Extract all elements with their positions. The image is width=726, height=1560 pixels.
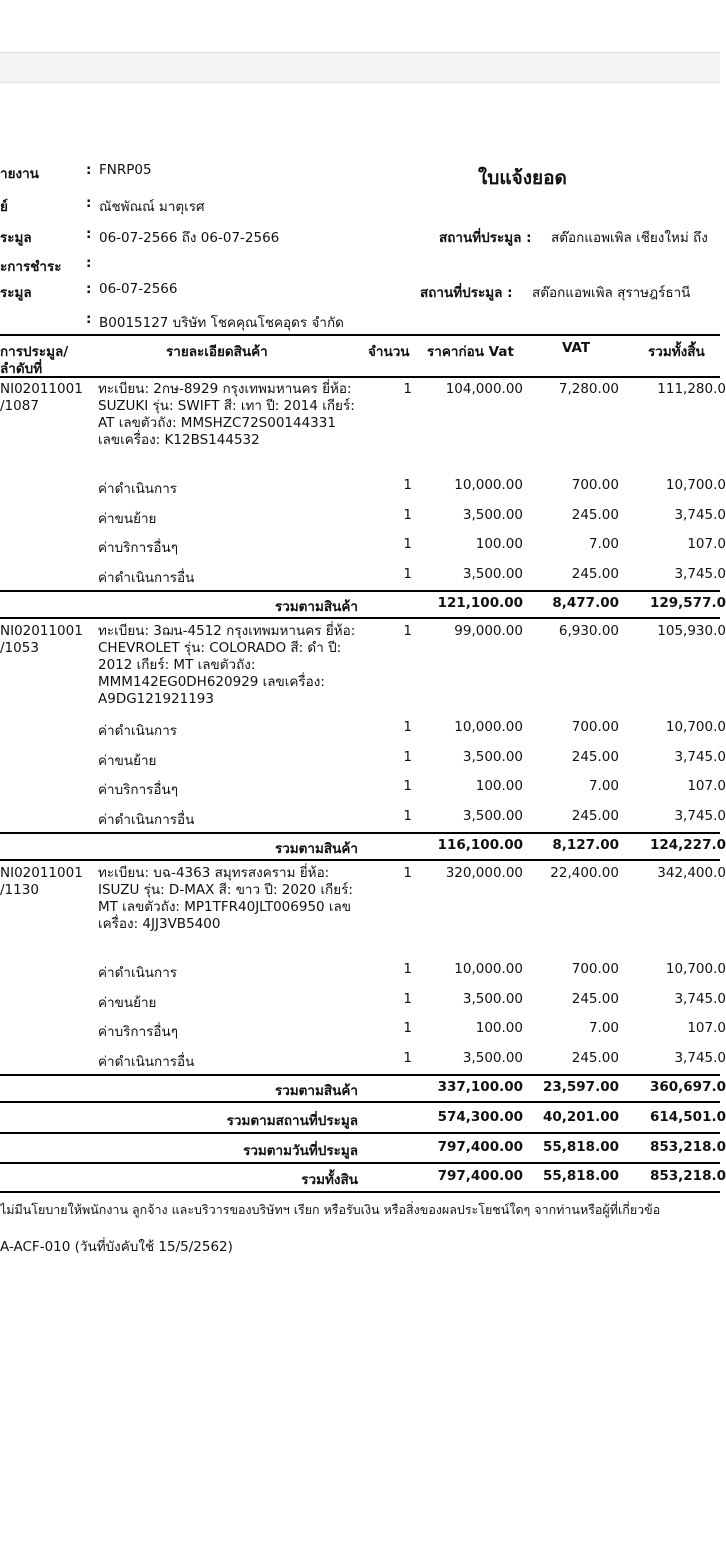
fee-description: ค่าบริการอื่นๆ bbox=[98, 540, 179, 556]
fee-total: 10,700.0 bbox=[665, 719, 726, 735]
page-title: ใบแจ้งยอด bbox=[478, 167, 567, 189]
fee-total: 3,745.0 bbox=[674, 807, 726, 824]
fee-total: 10,700.0 bbox=[665, 477, 726, 493]
vehicle-qty: 1 bbox=[403, 381, 412, 397]
fee-qty: 1 bbox=[403, 1020, 412, 1036]
fee-total: 10,700.0 bbox=[665, 961, 726, 977]
fee-pre-vat: 10,000.00 bbox=[454, 719, 523, 735]
form-code: A-ACF-010 (วันที่บังคับใช้ 15/5/2562) bbox=[0, 1239, 233, 1255]
fee-qty: 1 bbox=[403, 477, 412, 493]
column-header-details: รายละเอียดสินค้า bbox=[166, 344, 268, 360]
fee-total: 3,745.0 bbox=[674, 506, 726, 523]
field-value: ณัชพัณณ์ มาตุเรศ bbox=[99, 199, 205, 215]
subtotal-rule bbox=[0, 832, 720, 834]
fee-vat: 700.00 bbox=[571, 477, 619, 493]
fee-qty: 1 bbox=[403, 807, 412, 824]
total-rule bbox=[0, 1162, 720, 1164]
fee-total: 3,745.0 bbox=[674, 990, 726, 1007]
fee-qty: 1 bbox=[403, 565, 412, 582]
vehicle-total: 342,400.0 bbox=[657, 865, 726, 881]
fee-pre-vat: 3,500.00 bbox=[462, 1049, 523, 1066]
auction-code: NI02011001 bbox=[0, 381, 83, 397]
fee-pre-vat: 100.00 bbox=[475, 778, 523, 794]
fee-pre-vat: 3,500.00 bbox=[462, 506, 523, 523]
subtotal-label: รวมตามสินค้า bbox=[274, 599, 358, 615]
fee-qty: 1 bbox=[403, 719, 412, 735]
fee-vat: 245.00 bbox=[571, 565, 619, 582]
auction-sequence: /1087 bbox=[0, 398, 39, 414]
fee-pre-vat: 100.00 bbox=[475, 536, 523, 552]
field-colon: : bbox=[86, 255, 92, 271]
field-colon: : bbox=[86, 311, 92, 327]
fee-description: ค่าดำเนินการอื่น bbox=[98, 1053, 195, 1070]
fee-pre-vat: 3,500.00 bbox=[462, 748, 523, 765]
column-header-auction: ลำดับที่ bbox=[0, 361, 43, 377]
fee-vat: 7.00 bbox=[588, 1020, 619, 1036]
fee-pre-vat: 3,500.00 bbox=[462, 807, 523, 824]
grand-total-pre-vat: 797,400.00 bbox=[437, 1139, 523, 1155]
grand-total-vat: 55,818.00 bbox=[542, 1168, 619, 1184]
vehicle-pre-vat: 320,000.00 bbox=[445, 865, 523, 881]
table-header-rule bbox=[0, 376, 720, 378]
fee-pre-vat: 100.00 bbox=[475, 1020, 523, 1036]
column-header-pre-vat: ราคาก่อน Vat bbox=[427, 344, 514, 360]
fee-vat: 245.00 bbox=[571, 506, 619, 523]
grand-total-pre-vat: 574,300.00 bbox=[437, 1109, 523, 1125]
grand-total-pre-vat: 797,400.00 bbox=[437, 1168, 523, 1184]
fee-description: ค่าดำเนินการ bbox=[98, 481, 178, 497]
auction-code: NI02011001 bbox=[0, 865, 83, 881]
grand-total-label: รวมทั้งสิน bbox=[301, 1172, 358, 1188]
fee-qty: 1 bbox=[403, 961, 412, 977]
fee-description: ค่าดำเนินการ bbox=[98, 965, 178, 981]
subtotal-vat: 8,477.00 bbox=[552, 595, 619, 611]
fee-description: ค่าบริการอื่นๆ bbox=[98, 1024, 179, 1040]
group-end-rule bbox=[0, 859, 720, 861]
vehicle-description: ทะเบียน: 3ฌน-4512 กรุงเทพมหานคร ยี่ห้อ: CHEVROLET รุ่น: COLORADO สี: ดำ ปี: 2012 เกียร์: MT เลขตัวถัง: MMM142EG0DH620929 เลขเครื่อง: A9DG121921193 bbox=[98, 623, 356, 707]
fee-qty: 1 bbox=[403, 1049, 412, 1066]
fee-pre-vat: 10,000.00 bbox=[454, 477, 523, 493]
vehicle-description: ทะเบียน: บฉ-4363 สมุทรสงคราม ยี่ห้อ: ISUZU รุ่น: D-MAX สี: ขาว ปี: 2020 เกียร์: MT เลขตัวถัง: MP1TFR40JLT006950 เลขเครื่อง: 4JJ3VB5400 bbox=[98, 865, 353, 932]
fee-pre-vat: 3,500.00 bbox=[462, 990, 523, 1007]
subtotal-total: 124,227.0 bbox=[649, 837, 726, 853]
location-label: สถานที่ประมูล : bbox=[439, 230, 532, 246]
fee-total: 107.0 bbox=[687, 1020, 726, 1036]
fee-qty: 1 bbox=[403, 536, 412, 552]
fee-total: 107.0 bbox=[687, 778, 726, 794]
vehicle-pre-vat: 104,000.00 bbox=[445, 381, 523, 397]
grand-total-label: รวมตามวันที่ประมูล bbox=[243, 1143, 358, 1159]
location-value: สต๊อกแอพเพิล สุราษฎร์ธานี bbox=[532, 285, 691, 301]
subtotal-vat: 8,127.00 bbox=[552, 837, 619, 853]
fee-total: 3,745.0 bbox=[674, 1049, 726, 1066]
column-header-qty: จำนวน bbox=[368, 344, 410, 360]
vehicle-vat: 6,930.00 bbox=[558, 623, 619, 639]
fee-pre-vat: 3,500.00 bbox=[462, 565, 523, 582]
fee-description: ค่าขนย้าย bbox=[98, 510, 157, 527]
subtotal-label: รวมตามสินค้า bbox=[274, 1083, 358, 1099]
field-label: ายงาน bbox=[0, 166, 39, 182]
field-value: 06-07-2566 bbox=[99, 281, 178, 297]
group-end-rule bbox=[0, 1101, 720, 1103]
grand-total-total: 614,501.0 bbox=[649, 1109, 726, 1125]
grand-total-total: 853,218.0 bbox=[649, 1139, 726, 1155]
vehicle-qty: 1 bbox=[403, 623, 412, 639]
field-label: ระมูล bbox=[0, 285, 32, 301]
column-header-vat: VAT bbox=[562, 340, 591, 356]
fee-total: 3,745.0 bbox=[674, 565, 726, 582]
fee-vat: 700.00 bbox=[571, 961, 619, 977]
toolbar-strip bbox=[0, 53, 720, 83]
fee-description: ค่าบริการอื่นๆ bbox=[98, 782, 179, 798]
fee-vat: 7.00 bbox=[588, 536, 619, 552]
fee-description: ค่าดำเนินการอื่น bbox=[98, 569, 195, 586]
vehicle-vat: 22,400.00 bbox=[550, 865, 619, 881]
subtotal-total: 360,697.0 bbox=[649, 1079, 726, 1095]
subtotal-rule bbox=[0, 1074, 720, 1076]
browser-top-bar bbox=[0, 0, 720, 53]
fee-qty: 1 bbox=[403, 748, 412, 765]
auction-code: NI02011001 bbox=[0, 623, 83, 639]
subtotal-total: 129,577.0 bbox=[649, 595, 726, 611]
grand-total-total: 853,218.0 bbox=[649, 1168, 726, 1184]
subtotal-pre-vat: 337,100.00 bbox=[437, 1079, 523, 1095]
vehicle-total: 111,280.0 bbox=[657, 381, 726, 397]
field-label: ย์ bbox=[0, 199, 8, 215]
vehicle-pre-vat: 99,000.00 bbox=[454, 623, 523, 639]
vehicle-vat: 7,280.00 bbox=[558, 381, 619, 397]
location-value: สต๊อกแอพเพิล เชียงใหม่ ถึง bbox=[551, 230, 708, 246]
fee-description: ค่าดำเนินการอื่น bbox=[98, 811, 195, 828]
fee-vat: 7.00 bbox=[588, 778, 619, 794]
location-label: สถานที่ประมูล : bbox=[420, 285, 513, 301]
subtotal-vat: 23,597.00 bbox=[542, 1079, 619, 1095]
total-rule bbox=[0, 1191, 720, 1193]
field-label: ระมูล bbox=[0, 230, 32, 246]
column-header-auction: การประมูล/ bbox=[0, 344, 69, 360]
fee-description: ค่าดำเนินการ bbox=[98, 723, 178, 739]
fee-vat: 245.00 bbox=[571, 1049, 619, 1066]
grand-total-label: รวมตามสถานที่ประมูล bbox=[226, 1113, 358, 1129]
auction-sequence: /1130 bbox=[0, 882, 39, 898]
field-colon: : bbox=[86, 226, 92, 242]
fee-vat: 245.00 bbox=[571, 990, 619, 1007]
auction-sequence: /1053 bbox=[0, 640, 39, 656]
fee-vat: 245.00 bbox=[571, 748, 619, 765]
subtotal-label: รวมตามสินค้า bbox=[274, 841, 358, 857]
field-colon: : bbox=[86, 195, 92, 211]
field-value: FNRP05 bbox=[99, 162, 152, 178]
vehicle-total: 105,930.0 bbox=[657, 623, 726, 639]
column-header-total: รวมทั้งสิ้น bbox=[648, 344, 705, 360]
table-top-rule bbox=[0, 334, 720, 336]
fee-description: ค่าขนย้าย bbox=[98, 752, 157, 769]
grand-total-vat: 55,818.00 bbox=[542, 1139, 619, 1155]
subtotal-rule bbox=[0, 590, 720, 592]
fee-qty: 1 bbox=[403, 506, 412, 523]
grand-total-vat: 40,201.00 bbox=[542, 1109, 619, 1125]
subtotal-pre-vat: 116,100.00 bbox=[437, 837, 523, 853]
fee-pre-vat: 10,000.00 bbox=[454, 961, 523, 977]
group-end-rule bbox=[0, 617, 720, 619]
fee-total: 3,745.0 bbox=[674, 748, 726, 765]
field-colon: : bbox=[86, 281, 92, 297]
field-label: ะการชำระ bbox=[0, 259, 62, 275]
vehicle-description: ทะเบียน: 2กษ-8929 กรุงเทพมหานคร ยี่ห้อ: SUZUKI รุ่น: SWIFT สี: เทา ปี: 2014 เกียร์: AT เลขตัวถัง: MMSHZC72S00144331 เลขเครื่อง: K12BS144532 bbox=[98, 381, 355, 448]
footer-note: ไม่มีนโยบายให้พนักงาน ลูกจ้าง และบริวารของบริษัทฯ เรียก หรือรับเงิน หรือสิ่งของผลประโยชน์ใดๆ จากท่านหรือผู้ที่เกี่ยวข้อ bbox=[0, 1202, 661, 1217]
fee-vat: 700.00 bbox=[571, 719, 619, 735]
fee-description: ค่าขนย้าย bbox=[98, 994, 157, 1011]
fee-total: 107.0 bbox=[687, 536, 726, 552]
fee-qty: 1 bbox=[403, 990, 412, 1007]
fee-vat: 245.00 bbox=[571, 807, 619, 824]
field-value: 06-07-2566 ถึง 06-07-2566 bbox=[99, 230, 280, 246]
field-value: B0015127 บริษัท โชคคุณโชคอุดร จำกัด bbox=[99, 315, 344, 331]
total-rule bbox=[0, 1132, 720, 1134]
fee-qty: 1 bbox=[403, 778, 412, 794]
subtotal-pre-vat: 121,100.00 bbox=[437, 595, 523, 611]
vehicle-qty: 1 bbox=[403, 865, 412, 881]
field-colon: : bbox=[86, 162, 92, 178]
